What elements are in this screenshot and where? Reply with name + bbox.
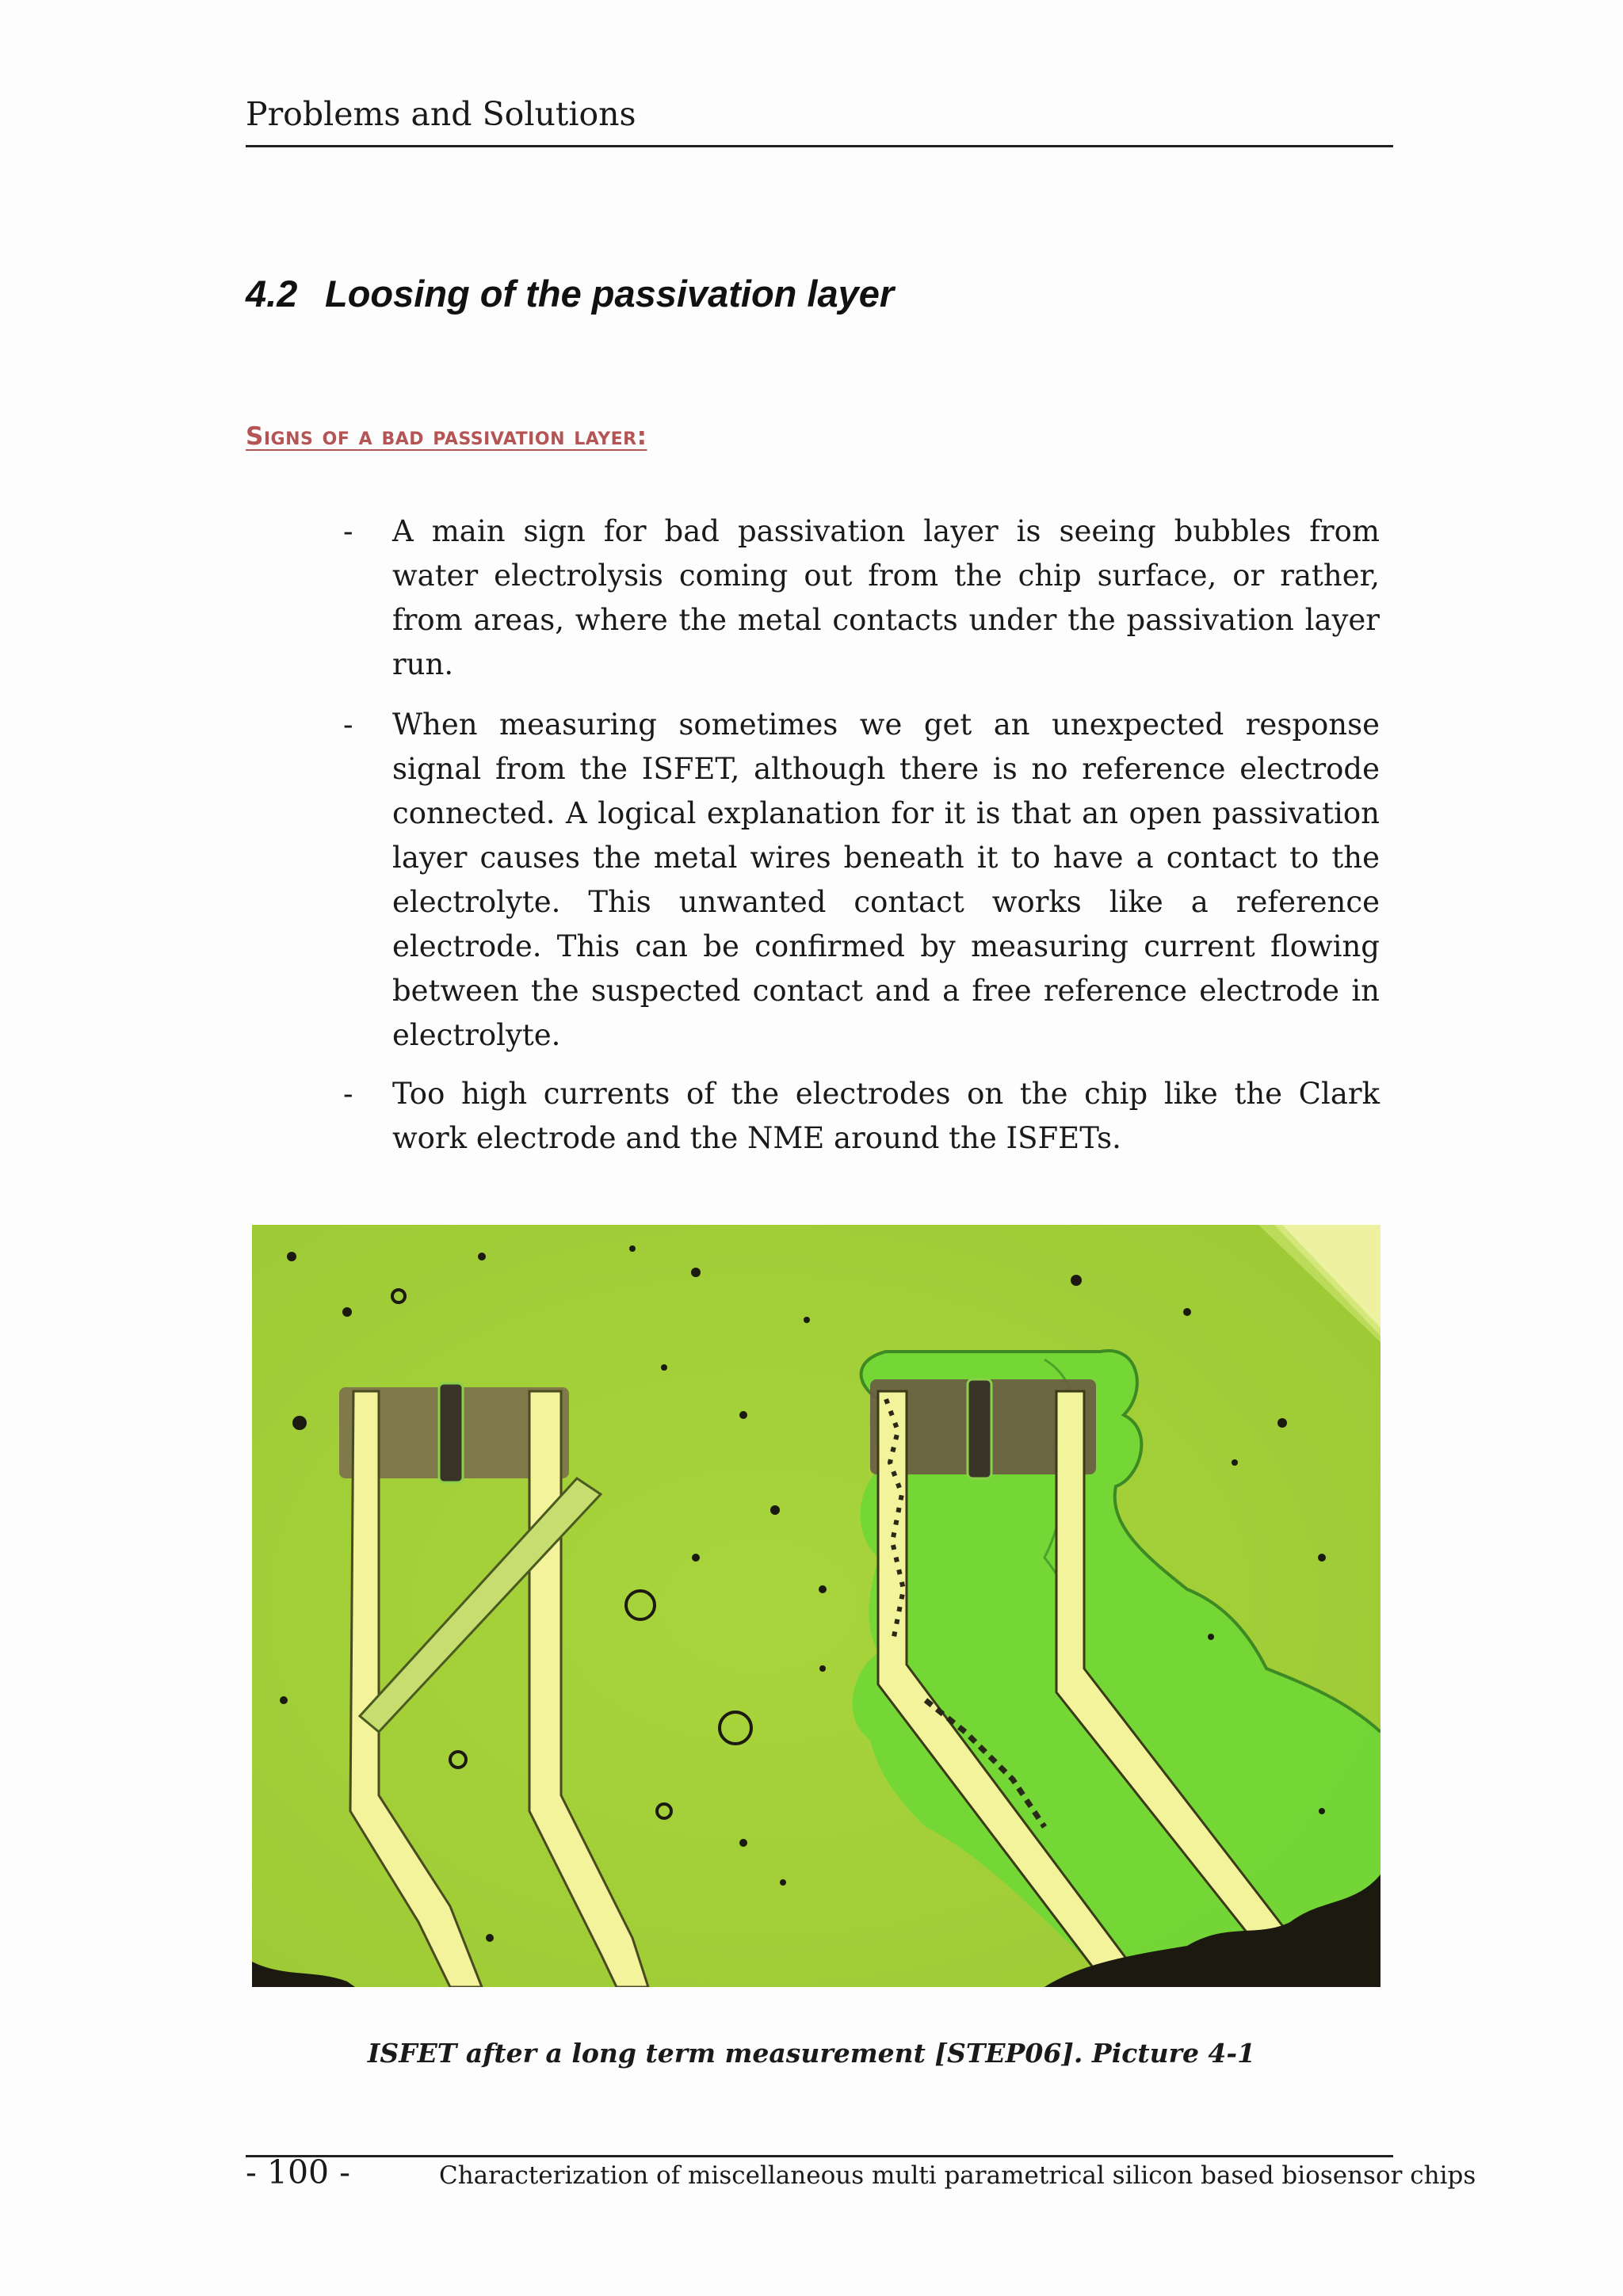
bullet-text: When measuring sometimes we get an unexpected response signal from the ISFET, although there is no reference electrode connected. A logical explanation for it is that an open passivation layer causes the metal wires beneath it to have a contact to the electrolyte. This unwanted contact works like a reference electrode. This can be confirmed by measuring current flowing between the suspected contact and a free reference electrode in electrolyte.	[392, 707, 1380, 1052]
section-number: 4.2	[246, 273, 298, 315]
bullet-text: A main sign for bad passivation layer is seeing bubbles from water electrolysis coming out from the chip surface, or rather, from areas, where the metal contacts under the passivation layer run.	[392, 514, 1380, 681]
isfet-micrograph	[252, 1225, 1381, 1987]
section-heading	[246, 272, 894, 315]
section-title: Loosing of the passivation layer	[325, 273, 895, 315]
subheading: Signs of a bad passivation layer:	[246, 422, 647, 451]
footer-rule	[246, 2155, 1393, 2157]
page-number: - 100 -	[246, 2153, 351, 2191]
bullet-dash: -	[343, 1077, 353, 1111]
bullet-dash: -	[343, 514, 353, 548]
footer-book-title: Characterization of miscellaneous multi parametrical silicon based biosensor chips	[439, 2161, 1476, 2190]
bullet-item	[343, 509, 1380, 687]
bullet-dash: -	[343, 707, 353, 742]
header-rule	[246, 145, 1393, 147]
isfet-micrograph-image	[252, 1225, 1381, 1987]
bullet-item	[343, 1072, 1380, 1161]
running-header: Problems and Solutions	[246, 95, 636, 133]
bullet-text: Too high currents of the electrodes on the chip like the Clark work electrode and the NME around the ISFETs.	[392, 1077, 1380, 1155]
figure-caption-text: ISFET after a long term measurement [STEP06]. Picture 4-1	[367, 2038, 1256, 2069]
bullet-item	[343, 703, 1380, 1058]
figure-caption	[0, 2038, 1623, 2069]
